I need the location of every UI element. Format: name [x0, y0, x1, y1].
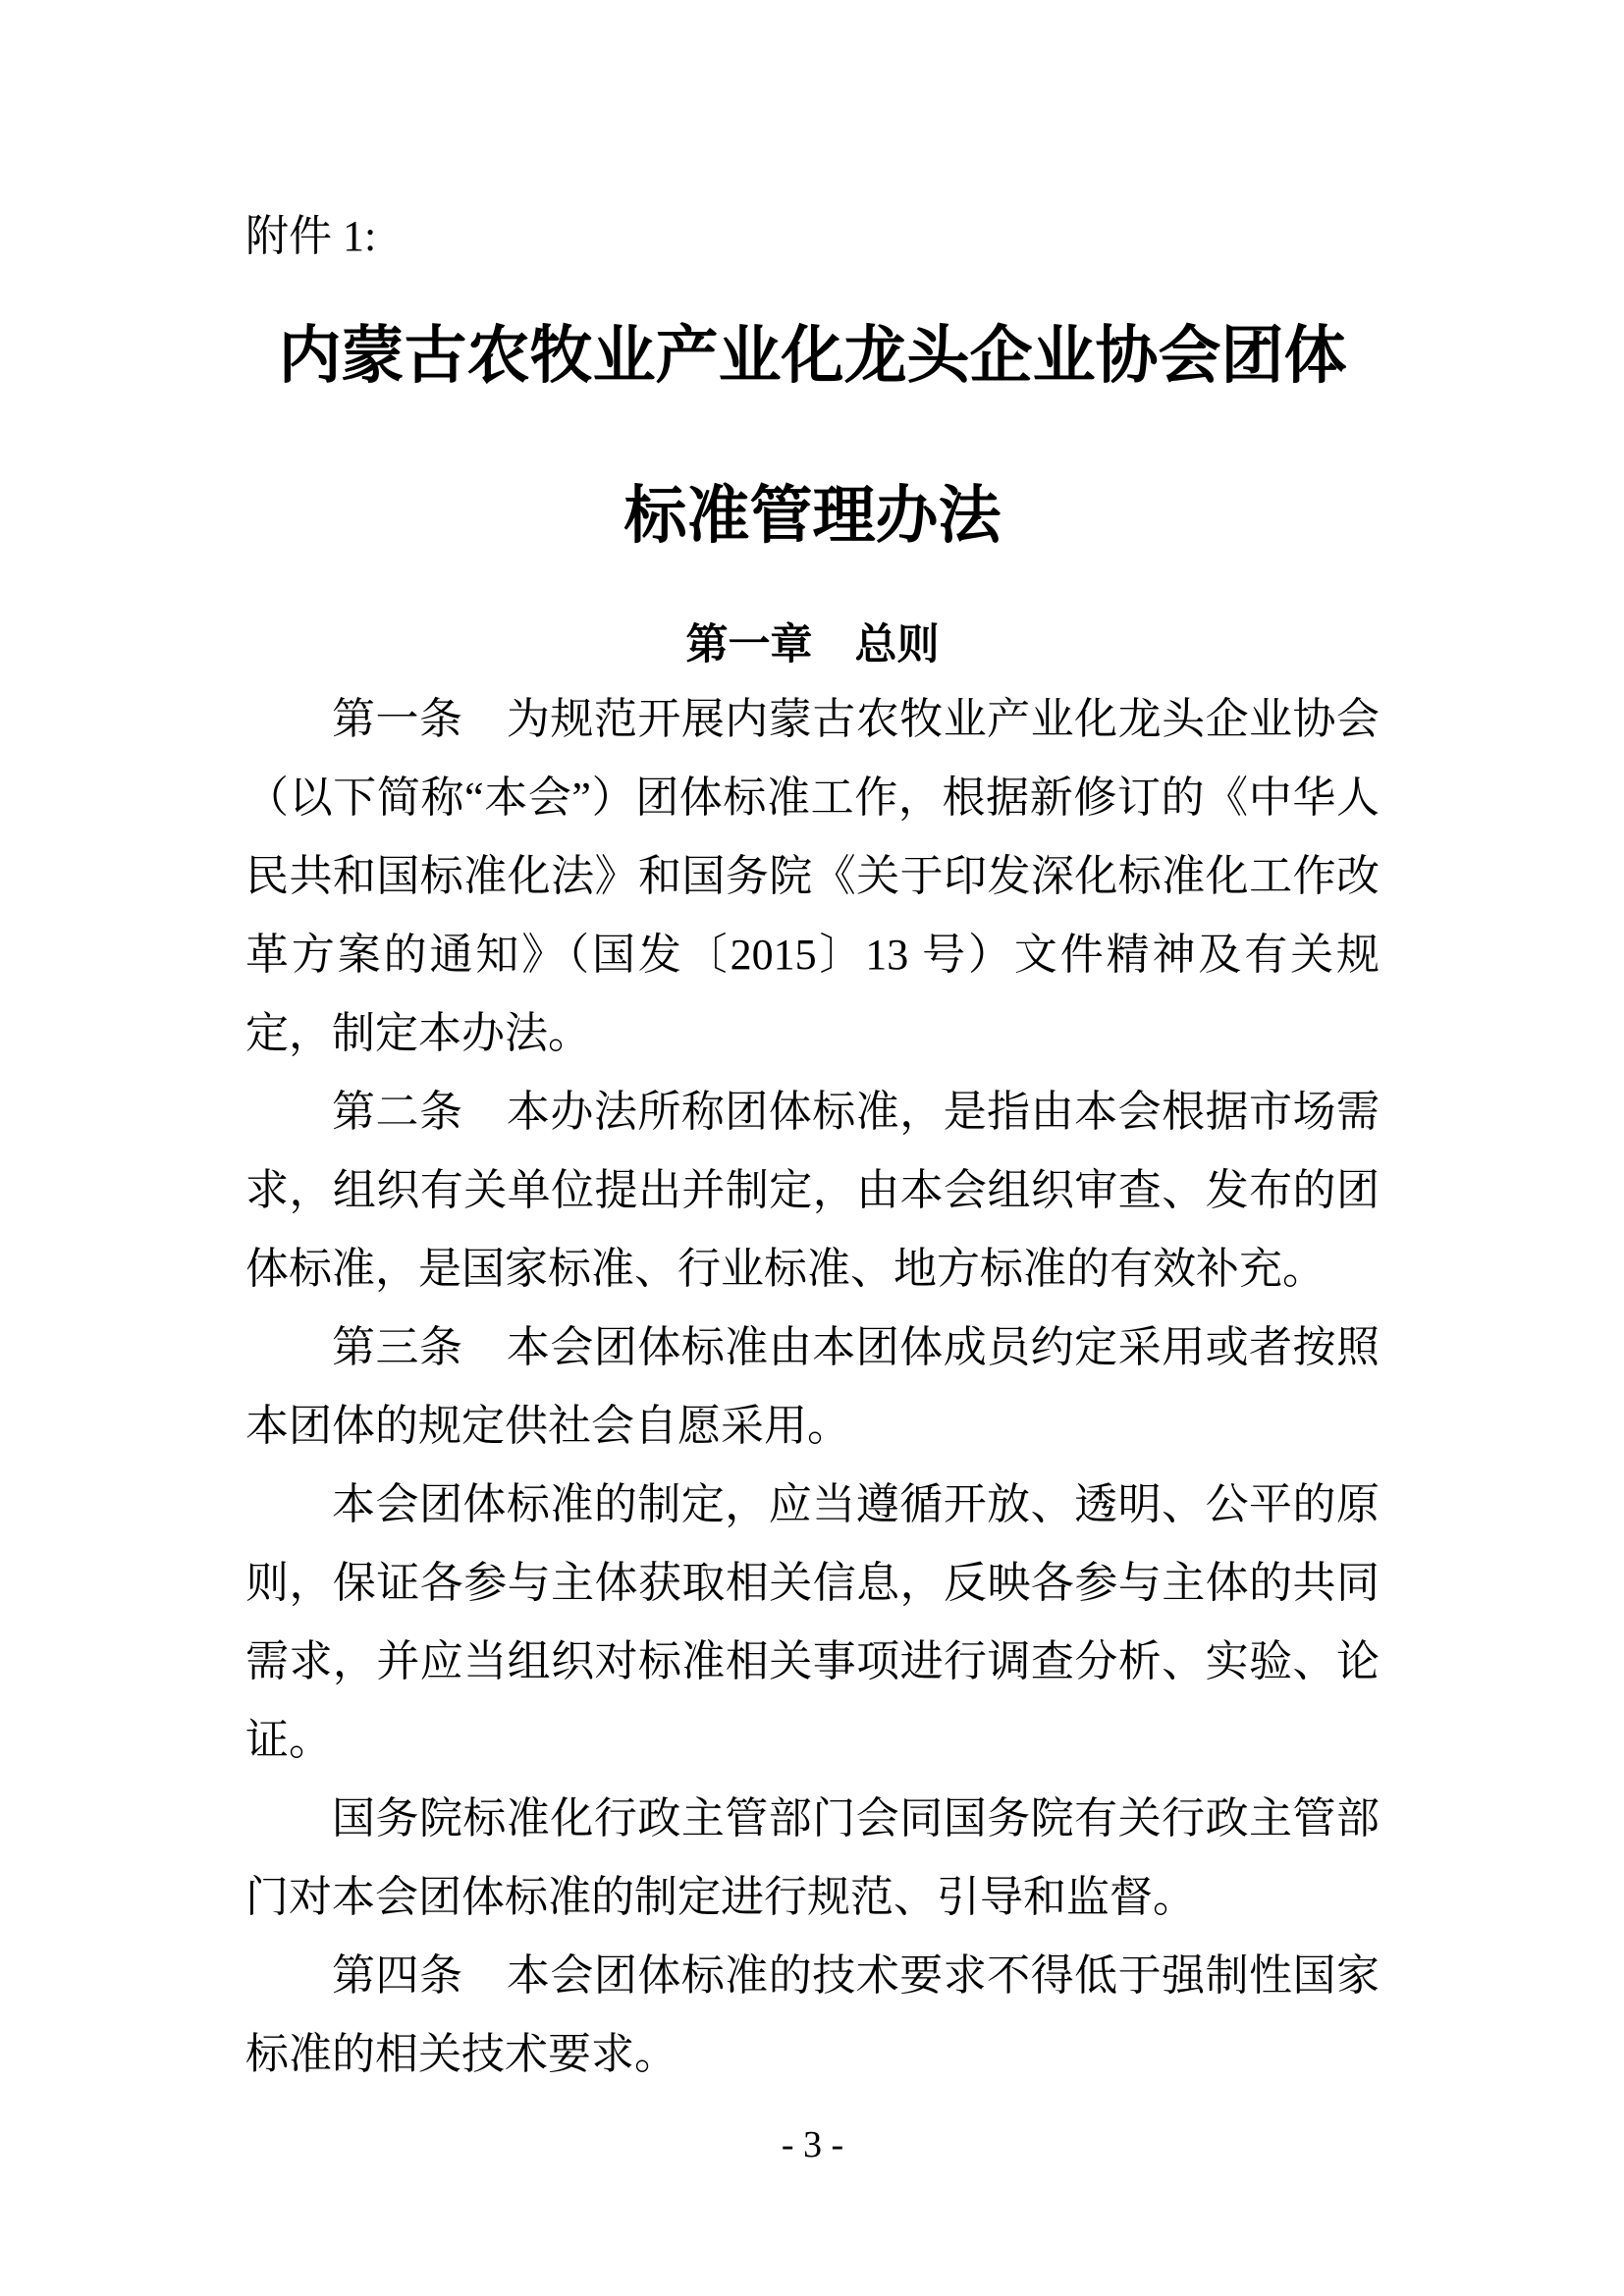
- body-paragraph: 第二条 本办法所称团体标准，是指由本会根据市场需求，组织有关单位提出并制定，由本会组织审查、发布的团体标准，是国家标准、行业标准、地方标准的有效补充。: [245, 1088, 1380, 1293]
- attachment-label: 附件 1:: [245, 212, 377, 260]
- document-title: [245, 321, 1380, 552]
- body-paragraph: 第三条 本会团体标准由本团体成员约定采用或者按照本团体的规定供社会自愿采用。: [245, 1323, 1380, 1450]
- body-paragraph: 本会团体标准的制定，应当遵循开放、透明、公平的原则，保证各参与主体获取相关信息，反映各参与主体的共同需求，并应当组织对标准相关事项进行调查分析、实验、论证。: [245, 1480, 1380, 1764]
- body-paragraph: 第一条 为规范开展内蒙古农牧业产业化龙头企业协会（以下简称“本会”）团体标准工作，根据新修订的《中华人民共和国标准化法》和国务院《关于印发深化标准化工作改革方案的通知》（国发〔2015〕13 号）文件精神及有关规定，制定本办法。: [245, 695, 1380, 1057]
- body-paragraph: 国务院标准化行政主管部门会同国务院有关行政主管部门对本会团体标准的制定进行规范、引导和监督。: [245, 1794, 1380, 1921]
- chapter-heading: 第一章 总则: [685, 621, 940, 668]
- page-number: - 3 -: [781, 2124, 844, 2165]
- document-title-line-1: 内蒙古农牧业产业化龙头企业协会团体: [278, 321, 1347, 391]
- body-paragraph: 第四条 本会团体标准的技术要求不得低于强制性国家标准的相关技术要求。: [245, 1951, 1380, 2078]
- document-title-line-2: 标准管理办法: [623, 481, 1001, 551]
- document-body: [245, 680, 1380, 2094]
